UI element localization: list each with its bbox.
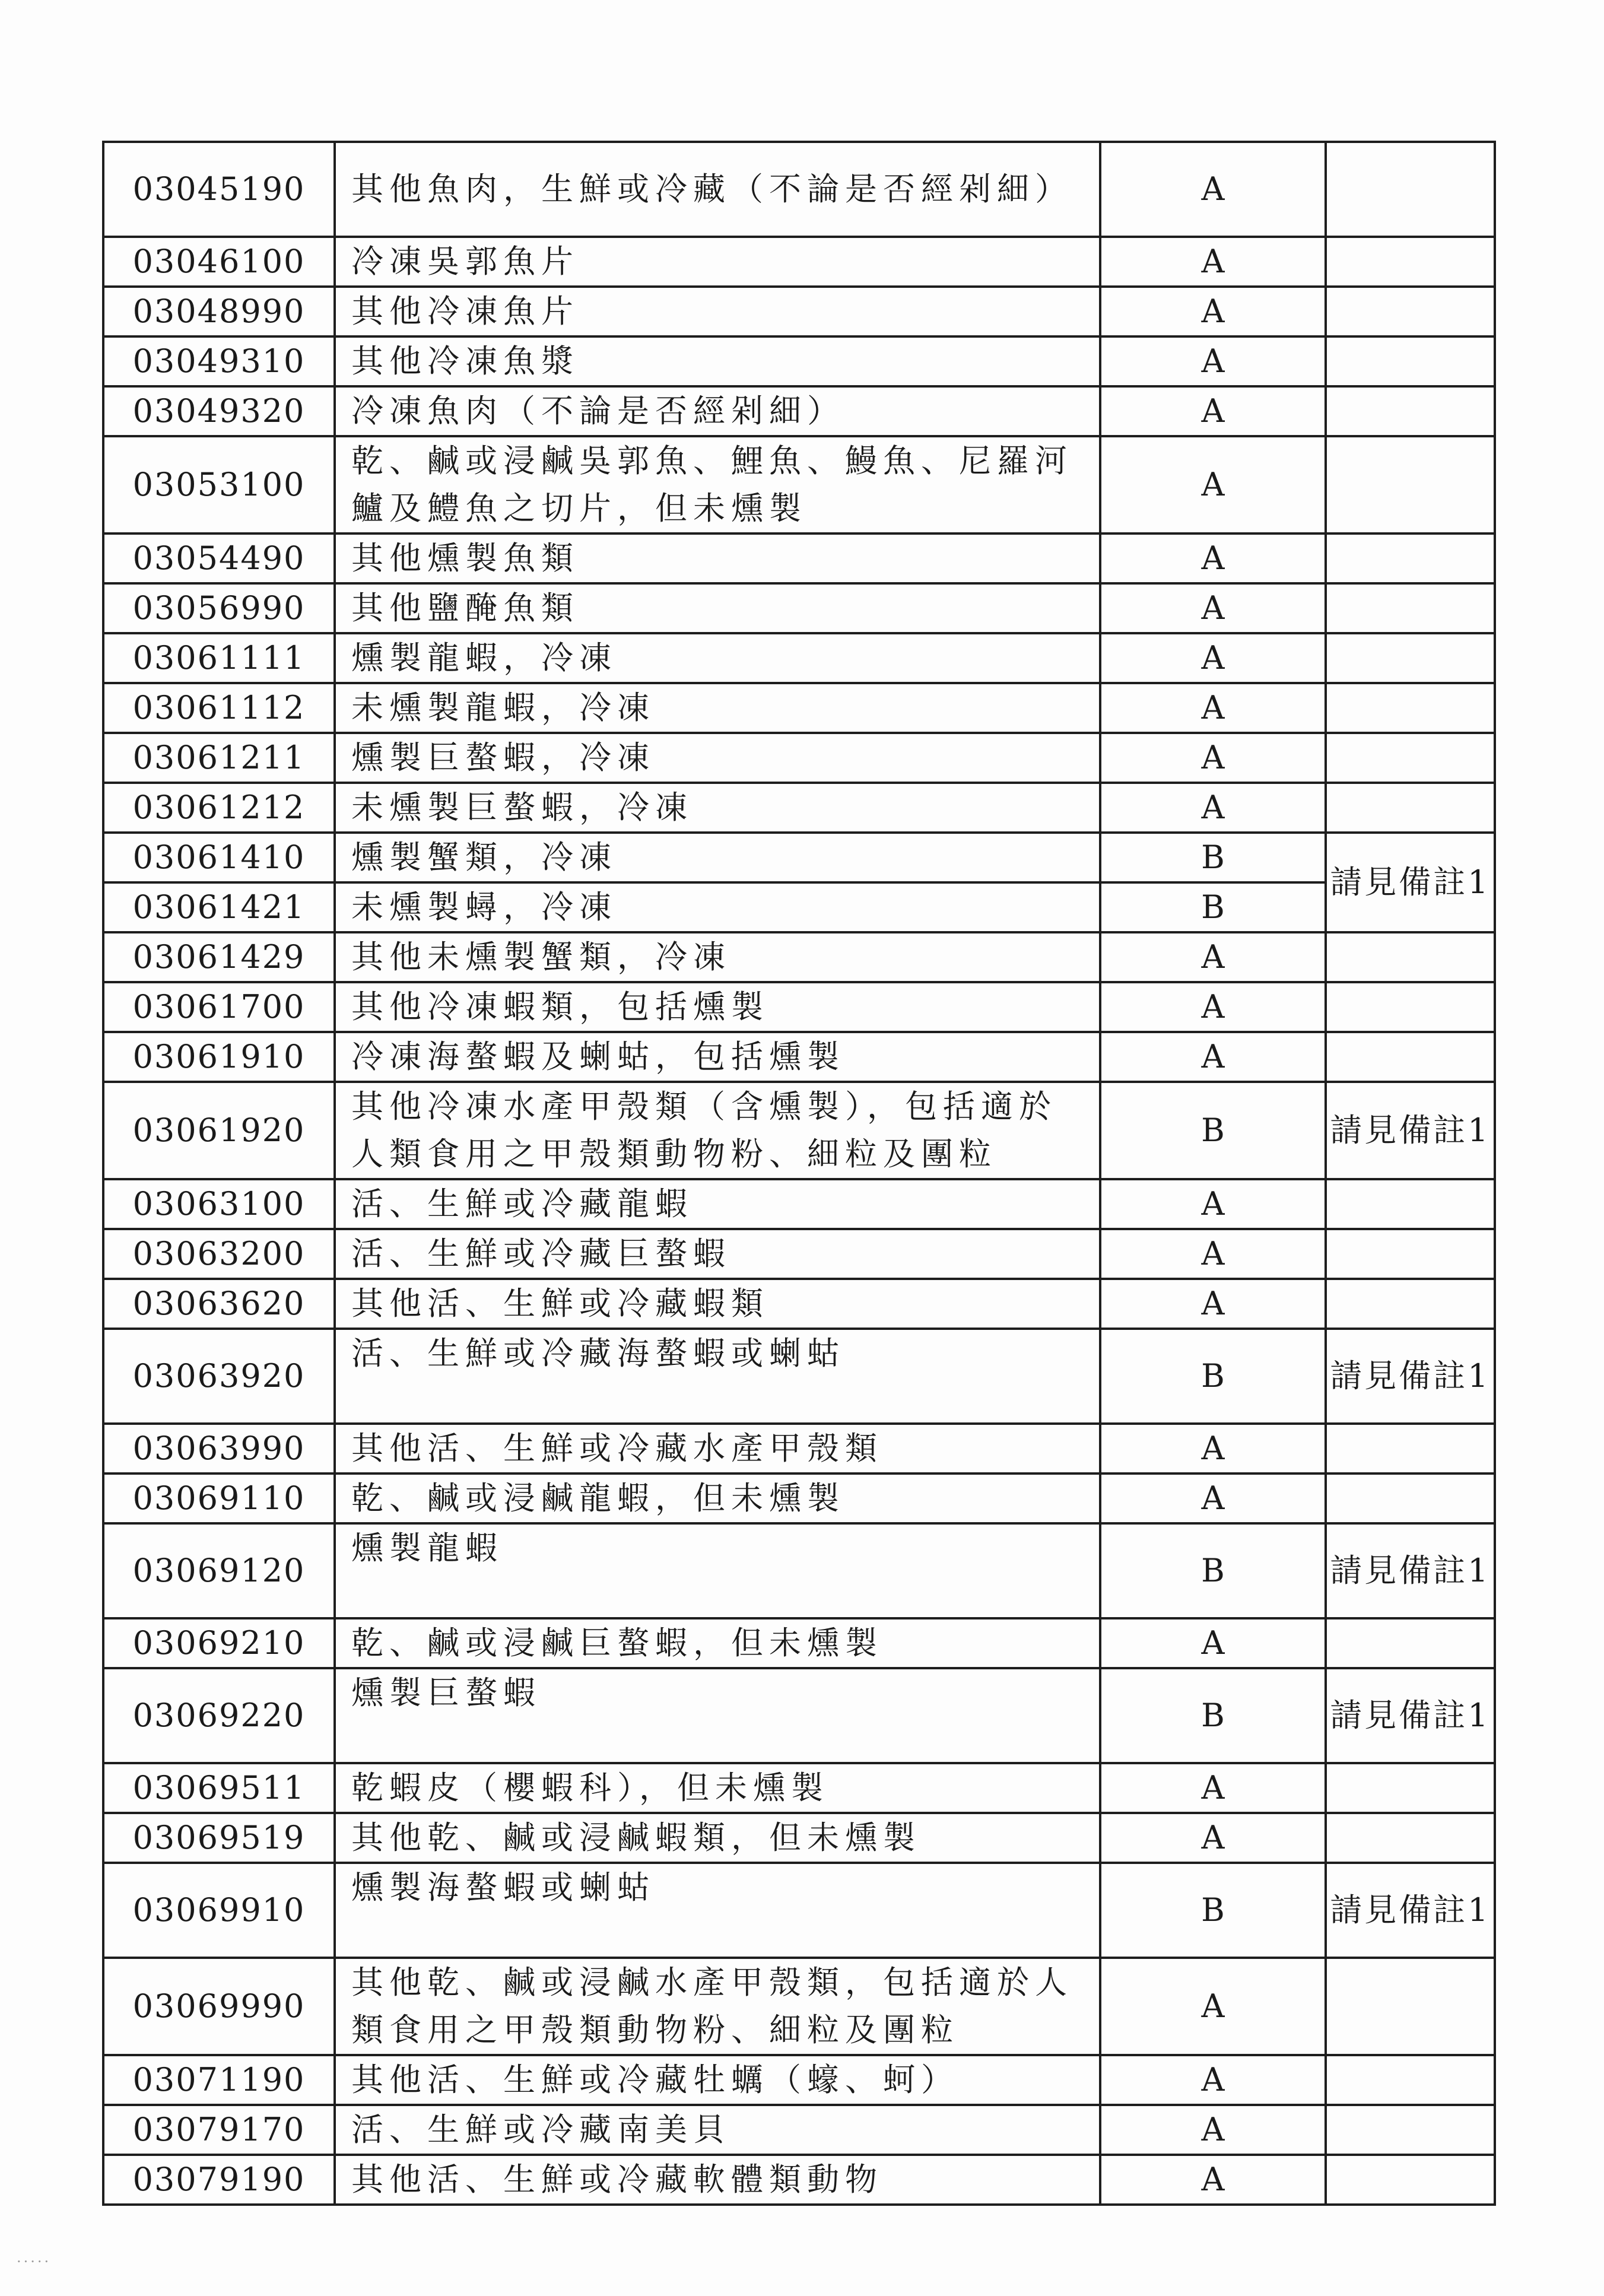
description-cell: 冷凍魚肉（不論是否經剁細）: [335, 386, 1100, 436]
grade-cell: A: [1100, 1958, 1326, 2055]
code-cell: 03069110: [103, 1473, 335, 1523]
description-cell: 其他活、生鮮或冷藏牡蠣（蠔、蚵）: [335, 2055, 1100, 2105]
code-cell: 03063620: [103, 1279, 335, 1329]
grade-cell: B: [1100, 1668, 1326, 1763]
note-cell: [1326, 1229, 1495, 1279]
description-cell: 燻製龍蝦，冷凍: [335, 633, 1100, 683]
code-cell: 03061112: [103, 683, 335, 733]
note-cell: [1326, 1958, 1495, 2055]
description-cell: 其他冷凍水產甲殼類（含燻製），包括適於人類食用之甲殼類動物粉、細粒及團粒: [335, 1082, 1100, 1179]
grade-cell: B: [1100, 1523, 1326, 1618]
note-cell: [1326, 583, 1495, 633]
description-cell: 乾、鹹或浸鹹巨螯蝦，但未燻製: [335, 1618, 1100, 1668]
table-row: [103, 1958, 1495, 2055]
grade-cell: A: [1100, 436, 1326, 533]
table-row: [103, 2055, 1495, 2105]
grade-cell: A: [1100, 982, 1326, 1032]
code-cell: 03061410: [103, 833, 335, 882]
code-cell: 03069990: [103, 1958, 335, 2055]
table-row: [103, 1618, 1495, 1668]
code-cell: 03069220: [103, 1668, 335, 1763]
code-cell: 03061111: [103, 633, 335, 683]
table-row: [103, 1082, 1495, 1179]
code-cell: 03061920: [103, 1082, 335, 1179]
description-cell: 冷凍吳郭魚片: [335, 237, 1100, 287]
description-cell: 其他未燻製蟹類，冷凍: [335, 932, 1100, 982]
grade-cell: B: [1100, 1863, 1326, 1958]
grade-cell: A: [1100, 2105, 1326, 2155]
table-row: [103, 1763, 1495, 1813]
table-row: [103, 583, 1495, 633]
description-cell: 其他燻製魚類: [335, 533, 1100, 583]
code-cell: 03079170: [103, 2105, 335, 2155]
grade-cell: A: [1100, 1179, 1326, 1229]
note-cell: [1326, 386, 1495, 436]
description-cell: 其他活、生鮮或冷藏水產甲殼類: [335, 1424, 1100, 1473]
grade-cell: A: [1100, 287, 1326, 336]
code-cell: 03056990: [103, 583, 335, 633]
code-cell: 03069511: [103, 1763, 335, 1813]
grade-cell: A: [1100, 1032, 1326, 1082]
description-cell: 燻製海螯蝦或蝲蛄: [335, 1863, 1100, 1958]
table-row: [103, 436, 1495, 533]
description-cell: 活、生鮮或冷藏南美貝: [335, 2105, 1100, 2155]
table-row: [103, 932, 1495, 982]
note-cell: [1326, 1424, 1495, 1473]
note-cell: [1326, 1279, 1495, 1329]
note-cell: 請見備註1: [1326, 1329, 1495, 1424]
grade-cell: A: [1100, 1763, 1326, 1813]
code-cell: 03061212: [103, 783, 335, 833]
table-row: [103, 1863, 1495, 1958]
code-cell: 03049320: [103, 386, 335, 436]
table-row: [103, 1523, 1495, 1618]
code-cell: 03061700: [103, 982, 335, 1032]
description-cell: 其他魚肉，生鮮或冷藏（不論是否經剁細）: [335, 142, 1100, 237]
note-cell: [1326, 683, 1495, 733]
grade-cell: A: [1100, 583, 1326, 633]
grade-cell: A: [1100, 633, 1326, 683]
note-cell: [1326, 336, 1495, 386]
code-cell: 03045190: [103, 142, 335, 237]
table-row: [103, 833, 1495, 882]
description-cell: 燻製蟹類，冷凍: [335, 833, 1100, 882]
table-row: [103, 533, 1495, 583]
grade-cell: B: [1100, 833, 1326, 882]
note-cell: [1326, 1032, 1495, 1082]
grade-cell: A: [1100, 237, 1326, 287]
grade-cell: A: [1100, 1813, 1326, 1863]
description-cell: 其他乾、鹹或浸鹹蝦類，但未燻製: [335, 1813, 1100, 1863]
table-row: [103, 882, 1495, 932]
table-row: [103, 142, 1495, 237]
grade-cell: A: [1100, 1279, 1326, 1329]
note-cell: [1326, 932, 1495, 982]
table-row: [103, 1179, 1495, 1229]
code-cell: 03049310: [103, 336, 335, 386]
note-cell: [1326, 1813, 1495, 1863]
description-cell: 其他冷凍魚漿: [335, 336, 1100, 386]
code-cell: 03061421: [103, 882, 335, 932]
table-row: [103, 633, 1495, 683]
description-cell: 其他冷凍蝦類，包括燻製: [335, 982, 1100, 1032]
tariff-code-table: [102, 141, 1496, 2206]
grade-cell: A: [1100, 683, 1326, 733]
note-cell: [1326, 633, 1495, 683]
grade-cell: B: [1100, 882, 1326, 932]
grade-cell: A: [1100, 1473, 1326, 1523]
code-cell: 03071190: [103, 2055, 335, 2105]
grade-cell: A: [1100, 733, 1326, 783]
table-row: [103, 2155, 1495, 2205]
table-row: [103, 1813, 1495, 1863]
code-cell: 03061211: [103, 733, 335, 783]
code-cell: 03063920: [103, 1329, 335, 1424]
note-cell: [1326, 982, 1495, 1032]
table-row: [103, 237, 1495, 287]
grade-cell: A: [1100, 1229, 1326, 1279]
description-cell: 其他冷凍魚片: [335, 287, 1100, 336]
grade-cell: A: [1100, 1618, 1326, 1668]
note-cell: 請見備註1: [1326, 1082, 1495, 1179]
note-cell: [1326, 287, 1495, 336]
table-row: [103, 1329, 1495, 1424]
table-row: [103, 386, 1495, 436]
note-cell: [1326, 783, 1495, 833]
table-row: [103, 1668, 1495, 1763]
description-cell: 燻製巨螯蝦，冷凍: [335, 733, 1100, 783]
description-cell: 乾、鹹或浸鹹龍蝦，但未燻製: [335, 1473, 1100, 1523]
description-cell: 未燻製巨螯蝦，冷凍: [335, 783, 1100, 833]
grade-cell: A: [1100, 142, 1326, 237]
grade-cell: A: [1100, 2055, 1326, 2105]
table-row: [103, 683, 1495, 733]
note-cell: 請見備註1: [1326, 1523, 1495, 1618]
code-cell: 03069910: [103, 1863, 335, 1958]
description-cell: 冷凍海螯蝦及蝲蛄，包括燻製: [335, 1032, 1100, 1082]
description-cell: 其他活、生鮮或冷藏軟體類動物: [335, 2155, 1100, 2205]
description-cell: 其他活、生鮮或冷藏蝦類: [335, 1279, 1100, 1329]
table-row: [103, 1424, 1495, 1473]
note-cell: [1326, 142, 1495, 237]
grade-cell: A: [1100, 1424, 1326, 1473]
description-cell: 其他乾、鹹或浸鹹水產甲殼類，包括適於人類食用之甲殼類動物粉、細粒及團粒: [335, 1958, 1100, 2055]
table-row: [103, 1229, 1495, 1279]
code-cell: 03054490: [103, 533, 335, 583]
grade-cell: A: [1100, 336, 1326, 386]
description-cell: 未燻製龍蝦，冷凍: [335, 683, 1100, 733]
description-cell: 活、生鮮或冷藏海螯蝦或蝲蛄: [335, 1329, 1100, 1424]
note-cell: [1326, 733, 1495, 783]
note-cell: 請見備註1: [1326, 1668, 1495, 1763]
code-cell: 03069519: [103, 1813, 335, 1863]
note-cell: [1326, 1618, 1495, 1668]
note-cell: 請見備註1: [1326, 833, 1495, 932]
table-row: [103, 1473, 1495, 1523]
grade-cell: A: [1100, 533, 1326, 583]
table-row: [103, 783, 1495, 833]
footer-mark: .....: [17, 2249, 52, 2266]
description-cell: 活、生鮮或冷藏巨螯蝦: [335, 1229, 1100, 1279]
table-row: [103, 2105, 1495, 2155]
code-cell: 03048990: [103, 287, 335, 336]
note-cell: [1326, 1763, 1495, 1813]
grade-cell: A: [1100, 932, 1326, 982]
code-cell: 03069120: [103, 1523, 335, 1618]
note-cell: [1326, 436, 1495, 533]
description-cell: 未燻製蟳，冷凍: [335, 882, 1100, 932]
code-cell: 03063200: [103, 1229, 335, 1279]
note-cell: [1326, 1473, 1495, 1523]
description-cell: 活、生鮮或冷藏龍蝦: [335, 1179, 1100, 1229]
grade-cell: B: [1100, 1082, 1326, 1179]
description-cell: 燻製龍蝦: [335, 1523, 1100, 1618]
code-cell: 03061429: [103, 932, 335, 982]
note-cell: [1326, 2105, 1495, 2155]
note-cell: [1326, 2055, 1495, 2105]
code-cell: 03063100: [103, 1179, 335, 1229]
table-row: [103, 982, 1495, 1032]
code-cell: 03053100: [103, 436, 335, 533]
code-cell: 03069210: [103, 1618, 335, 1668]
code-cell: 03079190: [103, 2155, 335, 2205]
note-cell: [1326, 533, 1495, 583]
note-cell: [1326, 2155, 1495, 2205]
note-cell: [1326, 237, 1495, 287]
description-cell: 燻製巨螯蝦: [335, 1668, 1100, 1763]
description-cell: 乾、鹹或浸鹹吳郭魚、鯉魚、鰻魚、尼羅河鱸及鱧魚之切片，但未燻製: [335, 436, 1100, 533]
grade-cell: A: [1100, 2155, 1326, 2205]
table-row: [103, 1279, 1495, 1329]
description-cell: 乾蝦皮（櫻蝦科），但未燻製: [335, 1763, 1100, 1813]
code-cell: 03046100: [103, 237, 335, 287]
code-cell: 03063990: [103, 1424, 335, 1473]
table-row: [103, 287, 1495, 336]
code-cell: 03061910: [103, 1032, 335, 1082]
table-row: [103, 1032, 1495, 1082]
description-cell: 其他鹽醃魚類: [335, 583, 1100, 633]
grade-cell: A: [1100, 386, 1326, 436]
table-row: [103, 336, 1495, 386]
grade-cell: B: [1100, 1329, 1326, 1424]
grade-cell: A: [1100, 783, 1326, 833]
table-row: [103, 733, 1495, 783]
note-cell: [1326, 1179, 1495, 1229]
note-cell: 請見備註1: [1326, 1863, 1495, 1958]
